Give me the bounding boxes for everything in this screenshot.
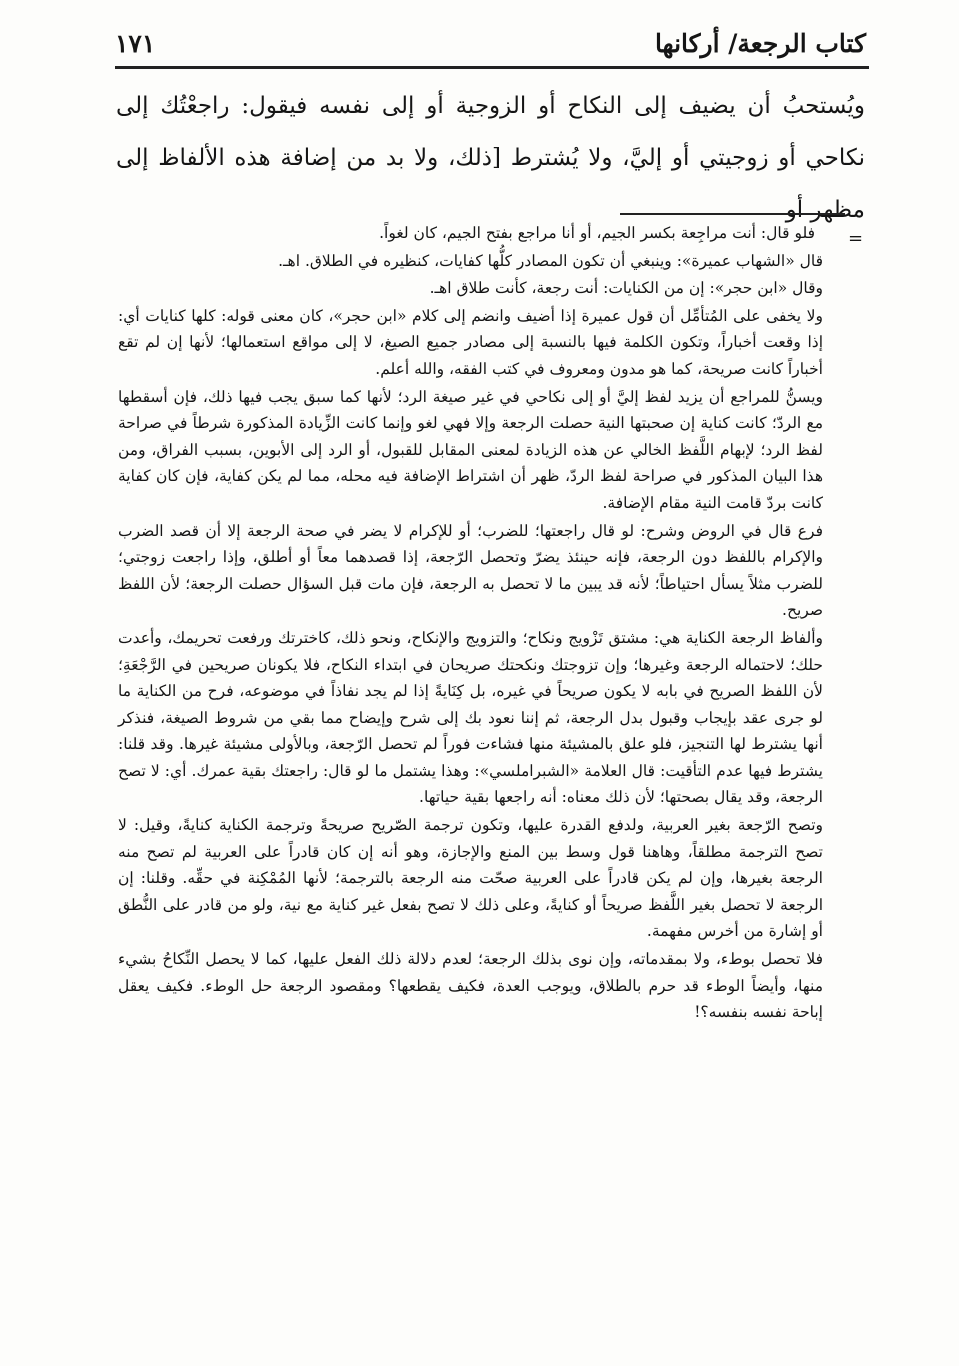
footnote-paragraph: فلا تحصل بوطء، ولا بمقدماته، وإن نوى بذلك الرجعة؛ لعدم دلالة ذلك الفعل عليها، كما لا يحصل النِّكاحُ بشيء منها، وأيضاً الوطء قد حرم بالطلاق، ويوجب العدة، فكيف يقطعها؟ ومقصود الرجعة حل الوطء. فكيف يعقل إباحة نفسه بنفسه؟!	[118, 950, 823, 1022]
footnote-paragraph: فرع قال في الروض وشرح: لو قال راجعتها؛ للضرب؛ أو للإكرام لا يضر في صحة الرجعة إلا أن قصد الضرب والإكرام باللفظ دون الرجعة، فإنه حينئذ يضرّ وتحصل الرّجعة، إذا قصدهما معاً أو أطلق، وإذا راجعت زوجتي؛ للضرب مثلاً يسأل احتياطاً؛ لأنه قد يبين ما لا تحصل به الرجعة، فإن مات قبل السؤال حصلت الرجعة؛ لأن اللفظ صريح.	[118, 521, 823, 620]
footnote-paragraph: وتصح الرّجعة بغير العربية، ولدفع القدرة عليها، وتكون ترجمة الصّريح صريحةً وترجمة الكناية كنايةً، وقيل: لا تصح الترجمة مطلقاً، وهاهنا قول وسط بين المنع والإجازة، وهو أنه إن كان قادراً على العربية لم تصح منه الرجعة بغيرها، وإن لم يكن قادراً على العربية صحّت منه الرجعة بالترجمة؛ لأنها المُمْكِنة في حقِّه. وقلنا: إن الرجعة لا تحصل بغير اللَّفظ صريحاً أو كنايةً، وعلى ذلك لا تصح بفعل غير كناية مع نية، ولو من قادر على النُّطق أو إشارة من أخرس مفهمة.	[118, 816, 823, 941]
main-paragraph: ويُستحبُ أن يضيف إلى النكاح أو الزوجية أو إلى نفسه فيقول: راجعْتُك إلى نكاحي أو زوجيتي أو إليَّ، ولا يُشترط [ذلك، ولا بد من إضافة هذه الألفاظ إلى مظهر أو	[116, 93, 865, 223]
footnote-separator	[620, 213, 845, 215]
footnote-paragraph: وألفاظ الرجعة الكناية هي: مشتق تَزْويج ونكاح؛ والتزويج والإنكاح، ونحو ذلك، كاخترتك ورفعت تحريمك، وأعدت حلك؛ لاحتماله الرجعة وغيرها؛ وإن تزوجتك ونكحتك صريحان في ابتداء النكاح، فلا يكونان صريحين في الرَّجْعَةِ؛ لأن اللفظ الصريح في بابه لا يكون صريحاً في غيره، بل كِنَايةً إذا لم يجد نفاذاً في موضوعه، فرح من الكناية ما لو جرى عقد بإيجاب وقبول بدل الرجعة، ثم إننا نعود بك إلى شرح وإيضاح مما بقي من شروط الصيغة، فنذكر أنها يشترط لها التنجيز، فلو علق بالمشيئة منها فشاءت فوراً لم تحصل الرّجعة، وبالأولى مشيئة غيرها. وقد قلنا: يشترط فيها عدم التأقيت: قال العلامة «الشبراملسي»: وهذا يشتمل ما لو قال: راجعتك بقية عمرك. أي: لا تصح الرجعة، وقد يقال بصحتها؛ لأن ذلك معناه: أنه راجعها بقية حياتها.	[118, 628, 823, 807]
header-rule	[115, 66, 869, 69]
footnote-paragraph: ويسنُّ للمراجع أن يزيد لفظ إليَّ أو إلى نكاحي في غير صيغة الرد؛ لأنها كما سبق يجب فيها ذلك، فإن أسقطها مع الردّ؛ كانت كناية إن صحبتها النية حصلت الرجعة وإلا فهي لغو وإنما كانت الزِّيادة المذكورة شرطاً في صراحة لفظ الرد؛ لإبهام اللَّفظ الخالي عن هذه الزيادة لمعنى المقابل للقبول، أو الرد إلى الأبوين، بسبب الفراق، ومن هذا البيان المذكور في صراحة لفظ الردّ، ظهر أن اشتراط الإضافة فيه محله، مما لم يكن كفاية، فإن كان كفاية كانت بردّ قامت النية مقام الإضافة.	[118, 387, 824, 512]
footnote-continuation-mark: =	[848, 228, 864, 249]
footnote-paragraph: وقال «ابن حجر»: إن من الكنايات: أنت رجعة، كأنت طلاق اهـ.	[429, 279, 823, 298]
footnote-paragraph: قال «الشهاب عميرة»: وينبغي أن تكون المصادر كلُّها كفايات، كنظيره في الطلاق. اهـ.	[278, 251, 823, 270]
page-header	[115, 24, 866, 64]
running-title: كتاب الرجعة/ أركانها	[654, 29, 866, 58]
footnotes	[118, 220, 823, 1027]
footnote-paragraph: فلو قال: أنت مراجِعة بكسر الجيم، أو أنا مراجع بفتح الجيم، كان لغواً.	[379, 224, 815, 242]
footnote-paragraph: ولا يخفى على المُتأمِّل أن قول عميرة إذا أضيف وانضم إلى كلام «ابن حجر»، كان معنى قوله: كلها كنايات أي: إذا وقعت أخباراً، وتكون الكلمة فيها بالنسبة إلى مصادر جميع الصيغ، لا إلى مواقع استعمالها؛ لأنها إن لم تقع أخباراً كانت صريحة، كما هو مدون ومعروف في كتب الفقه، والله أعلم.	[118, 306, 823, 378]
page-number: ١٧١	[115, 29, 156, 58]
